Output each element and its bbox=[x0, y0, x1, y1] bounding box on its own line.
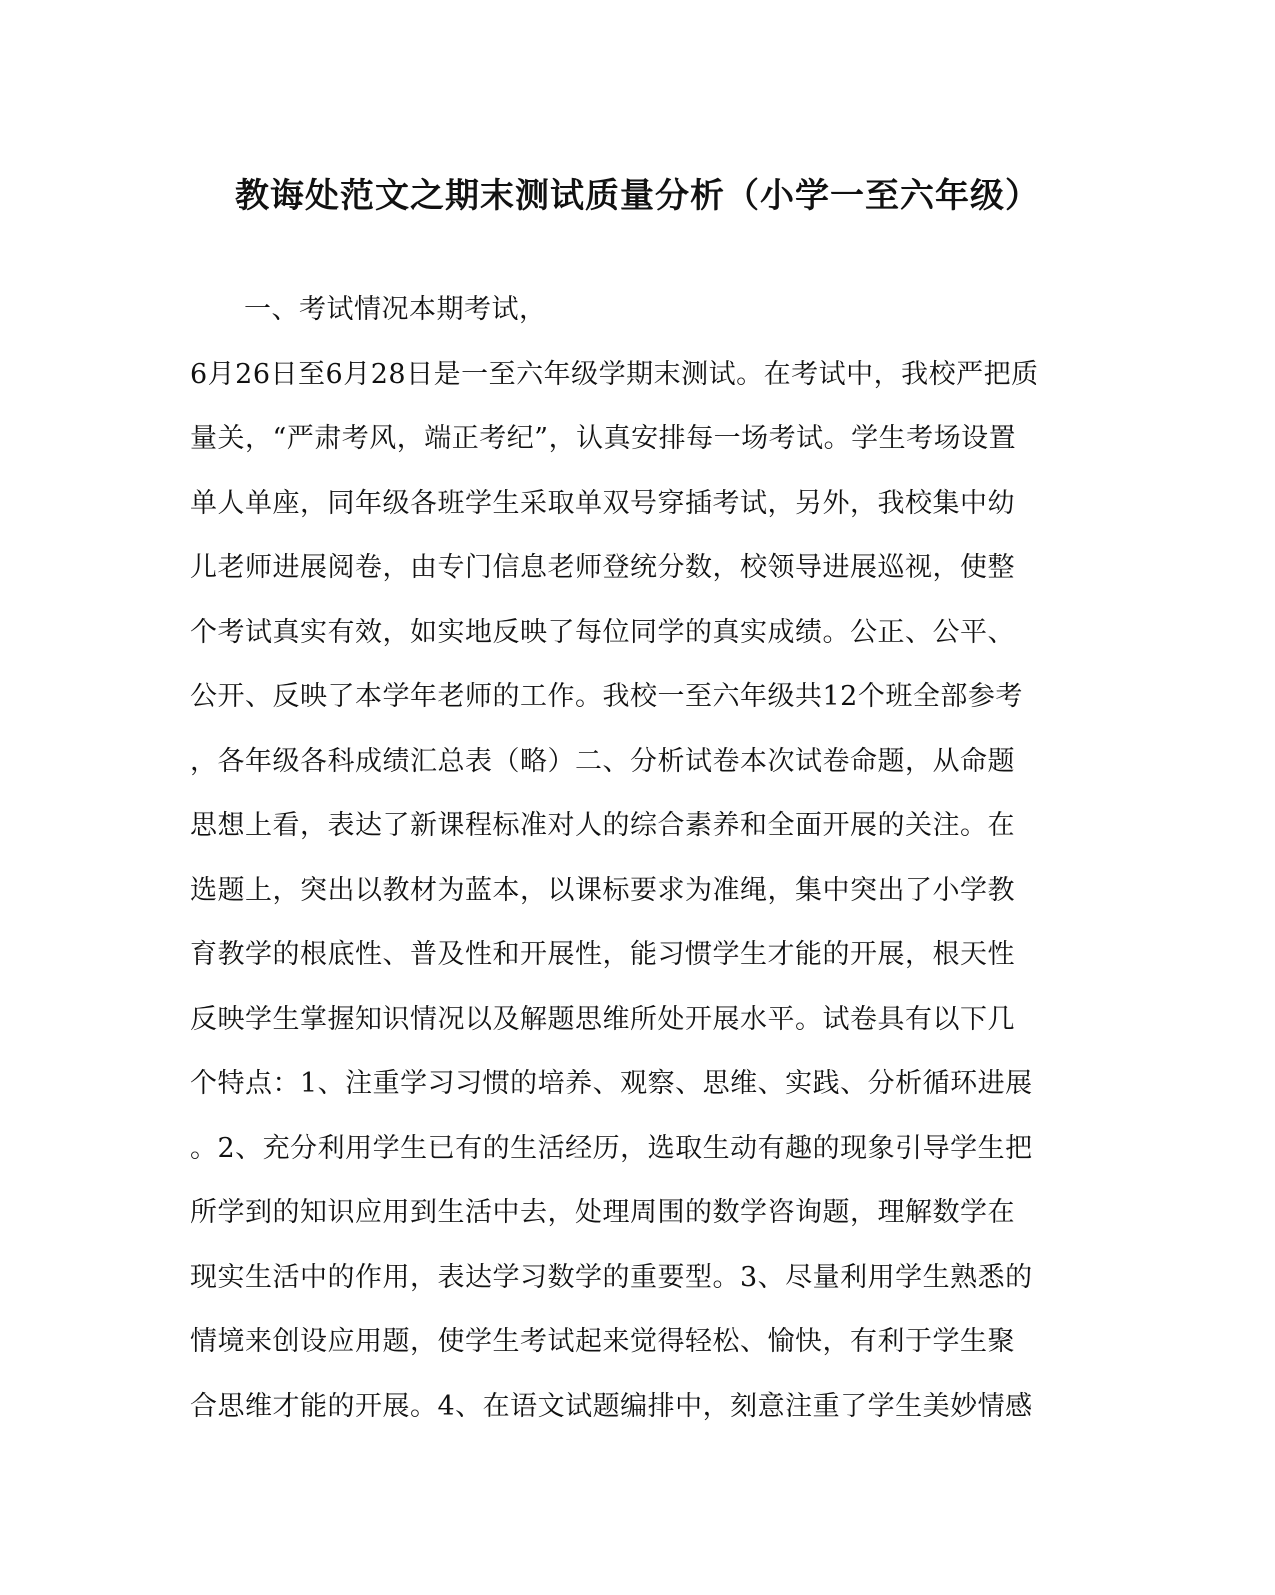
body-line: 选题上，突出以教材为蓝本，以课标要求为准绳，集中突出了小学教 bbox=[190, 874, 1015, 906]
body-line: 反映学生掌握知识情况以及解题思维所处开展水平。试卷具有以下几 bbox=[190, 1003, 1015, 1035]
body-line: 。2、充分利用学生已有的生活经历，选取生动有趣的现象引导学生把 bbox=[190, 1132, 1033, 1164]
body-line: 个考试真实有效，如实地反映了每位同学的真实成绩。公正、公平、 bbox=[190, 616, 1015, 648]
document-title: 教诲处范文之期末测试质量分析（小学一至六年级） bbox=[235, 176, 1040, 216]
body-line: 思想上看，表达了新课程标准对人的综合素养和全面开展的关注。在 bbox=[190, 810, 1015, 841]
body-line: 量关，“严肃考风，端正考纪”，认真安排每一场考试。学生考场设置 bbox=[190, 423, 1017, 454]
body-line: 公开、反映了本学年老师的工作。我校一至六年级共12个班全部参考 bbox=[190, 681, 1023, 712]
body-line: 所学到的知识应用到生活中去，处理周围的数学咨询题，理解数学在 bbox=[190, 1197, 1015, 1228]
body-line: 个特点：1、注重学习习惯的培养、观察、思维、实践、分析循环进展 bbox=[190, 1068, 1033, 1099]
body-line: 合思维才能的开展。4、在语文试题编排中，刻意注重了学生美妙情感 bbox=[190, 1390, 1033, 1422]
body-line: 育教学的根底性、普及性和开展性，能习惯学生才能的开展，根天性 bbox=[190, 939, 1015, 970]
body-line: 一、考试情况本期考试， bbox=[244, 294, 547, 325]
body-line: 现实生活中的作用，表达学习数学的重要型。3、尽量利用学生熟悉的 bbox=[190, 1261, 1033, 1293]
body-line: ，各年级各科成绩汇总表（略）二、分析试卷本次试卷命题，从命题 bbox=[190, 745, 1015, 777]
body-line: 情境来创设应用题，使学生考试起来觉得轻松、愉快，有利于学生聚 bbox=[190, 1326, 1015, 1357]
body-line: 单人单座，同年级各班学生采取单双号穿插考试，另外，我校集中幼 bbox=[190, 487, 1015, 519]
body-line: 6月26日至6月28日是一至六年级学期末测试。在考试中，我校严把质 bbox=[190, 358, 1039, 390]
body-line: 儿老师进展阅卷，由专门信息老师登统分数，校领导进展巡视，使整 bbox=[190, 552, 1015, 583]
document-body bbox=[190, 285, 1070, 1446]
